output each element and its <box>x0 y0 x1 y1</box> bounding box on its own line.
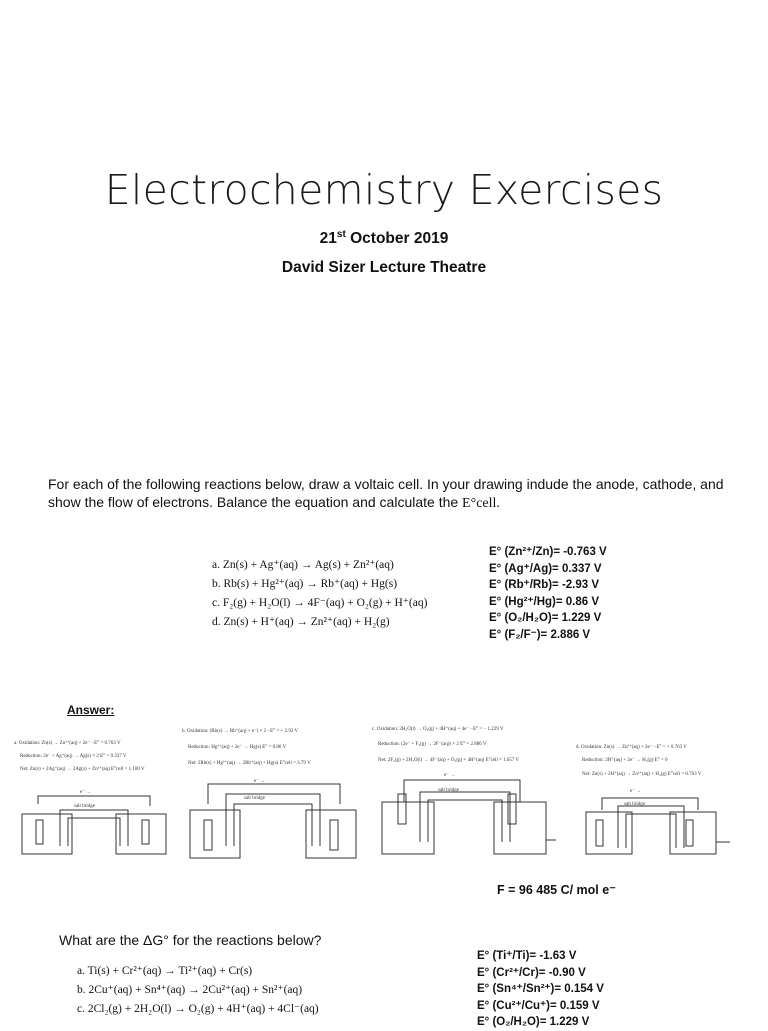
potential-o2: E° (O₂/H₂O)= 1.229 V <box>489 612 602 625</box>
answer-label: Answer: <box>67 703 115 717</box>
salt-bridge-label-b: salt bridge <box>244 796 265 801</box>
electron-flow-label-b: e⁻ → <box>254 779 266 784</box>
potential-cr: E° (Cr²⁺/Cr)= -0.90 V <box>477 966 586 979</box>
electron-flow-label-c: e⁻ → <box>444 773 456 778</box>
salt-bridge-label-a: salt bridge <box>74 804 95 809</box>
date-month-year: October 2019 <box>345 230 449 248</box>
answer-d-reduction: Reduction: 2H⁺(aq) + 2e⁻ → H₂(g) E° = 0 <box>582 758 668 763</box>
potential-hg: E° (Hg²⁺/Hg)= 0.86 V <box>489 595 600 608</box>
answer-c-oxidation: c. Oxidation: 2H₂O(l) → O₂(g) + 4H⁺(aq) + 4e⁻ −E° = − 1.229 V <box>372 727 504 732</box>
potential-table-voltaic <box>489 544 607 644</box>
gibbs-reaction-a: a. Ti(s) + Cr²⁺(aq) → Ti²⁺(aq) + Cr(s) <box>77 965 253 977</box>
date-suffix: st <box>336 229 346 240</box>
reaction-list-gibbs <box>77 962 319 1019</box>
voltaic-cell-sketch-a <box>10 736 178 864</box>
answer-panel-a <box>10 736 178 864</box>
gibbs-reaction-b: b. 2Cu⁺(aq) + Sn⁴⁺(aq) → 2Cu²⁺(aq) + Sn²⁺(aq) <box>77 984 303 996</box>
gibbs-reaction-c: c. 2Cl₂(g) + 2H₂O(l) → O₂(g) + 4H⁺(aq) + 4Cl⁻(aq) <box>77 1003 319 1015</box>
answer-a-oxidation: a. Oxidation: Zn(s) → Zn²⁺(aq) + 2e⁻ −E° = 0.763 V <box>14 741 121 746</box>
voltaic-cell-sketch-c <box>370 722 562 870</box>
potential-table-gibbs <box>477 948 604 1031</box>
reaction-c: c. F₂(g) + H₂O(l) → 4F⁻(aq) + O₂(g) + H⁺(aq) <box>212 597 428 609</box>
answer-b-net: Net: 2Rb(s) + Hg²⁺(aq) → 2Rb⁺(aq) + Hg(s) E°cell = 3.79 V <box>188 761 311 766</box>
answer-c-reduction: Reduction: (2e⁻ + F₂(g) → 2F⁻(aq)) × 2 E° = 2.886 V <box>378 742 487 747</box>
answer-panel-b <box>180 724 368 864</box>
electron-flow-label-a: e⁻ → <box>80 790 92 795</box>
potential-rb: E° (Rb⁺/Rb)= -2.93 V <box>489 579 600 592</box>
date-day: 21 <box>319 230 337 248</box>
answer-b-reduction: Reduction: Hg²⁺(aq) + 2e⁻ → Hg(s) E° = 0.86 V <box>188 745 287 750</box>
reaction-list-voltaic <box>212 556 427 632</box>
answer-c-net: Net: 2F₂(g) + 2H₂O(l) → 4F⁻(aq) + O₂(g) + 4H⁺(aq) E°cell = 1.657 V <box>378 758 520 763</box>
reaction-d: d. Zn(s) + H⁺(aq) → Zn²⁺(aq) + H₂(g) <box>212 616 390 628</box>
answer-panel-c <box>370 722 562 870</box>
potential-sn: E° (Sn⁴⁺/Sn²⁺)= 0.154 V <box>477 983 604 996</box>
answer-d-net: Net: Zn(s) + 2H⁺(aq) → Zn²⁺(aq) + H₂(g) E°cell = 0.763 V <box>582 772 702 777</box>
lecture-venue: David Sizer Lecture Theatre <box>281 259 487 276</box>
page-title: Electrochemistry Exercises <box>104 166 664 214</box>
potential-cu: E° (Cu²⁺/Cu⁺)= 0.159 V <box>477 999 600 1012</box>
answer-b-oxidation: b. Oxidation: (Rb(s) → Rb⁺(aq) + e⁻) × 2 −E° = + 2.93 V <box>182 729 299 734</box>
potential-ti: E° (Ti⁺/Ti)= -1.63 V <box>477 950 577 962</box>
voltaic-cell-sketch-b <box>180 724 368 864</box>
instruction-ecell: E°cell. <box>462 496 500 511</box>
potential-ag: E° (Ag⁺/Ag)= 0.337 V <box>489 562 602 575</box>
voltaic-cell-sketch-d <box>574 740 762 864</box>
potential-zn: E° (Zn²⁺/Zn)= -0.763 V <box>489 546 607 558</box>
answer-a-reduction: Reduction: 2e⁻ + Ag⁺(aq) → Ag(s) × 2 E° = 0.337 V <box>20 754 127 759</box>
potential-o2-gibbs: E° (O₂/H₂O)= 1.229 V <box>477 1016 590 1029</box>
potential-f2: E° (F₂/F⁻)= 2.886 V <box>489 628 591 641</box>
answer-panel-d <box>574 740 762 864</box>
lecture-date <box>0 229 768 248</box>
gibbs-question: What are the ΔG° for the reactions below? <box>59 932 322 948</box>
reaction-a: a. Zn(s) + Ag⁺(aq) → Ag(s) + Zn²⁺(aq) <box>212 559 394 571</box>
answer-a-net: Net: Zn(s) + 2Ag⁺(aq) → 2Ag(s) + Zn²⁺(aq) E°cell = 1.100 V <box>20 767 145 772</box>
salt-bridge-label-d: salt bridge <box>624 802 645 807</box>
answer-d-oxidation: d. Oxidation: Zn(s) → Zn²⁺(aq) + 2e⁻ −E° = + 0.763 V <box>576 745 687 750</box>
salt-bridge-label-c: salt bridge <box>438 788 459 793</box>
reaction-b: b. Rb(s) + Hg²⁺(aq) → Rb⁺(aq) + Hg(s) <box>212 578 398 590</box>
instruction-text: For each of the following reactions below, draw a voltaic cell. In your drawing indude the anode, cathode, and show the flow of electrons. Balance the equation and calculate the <box>48 476 724 510</box>
electron-flow-label-d: e⁻ → <box>630 789 642 794</box>
faraday-constant: F = 96 485 C/ mol e⁻ <box>497 883 616 897</box>
exercise-instruction <box>48 475 728 513</box>
